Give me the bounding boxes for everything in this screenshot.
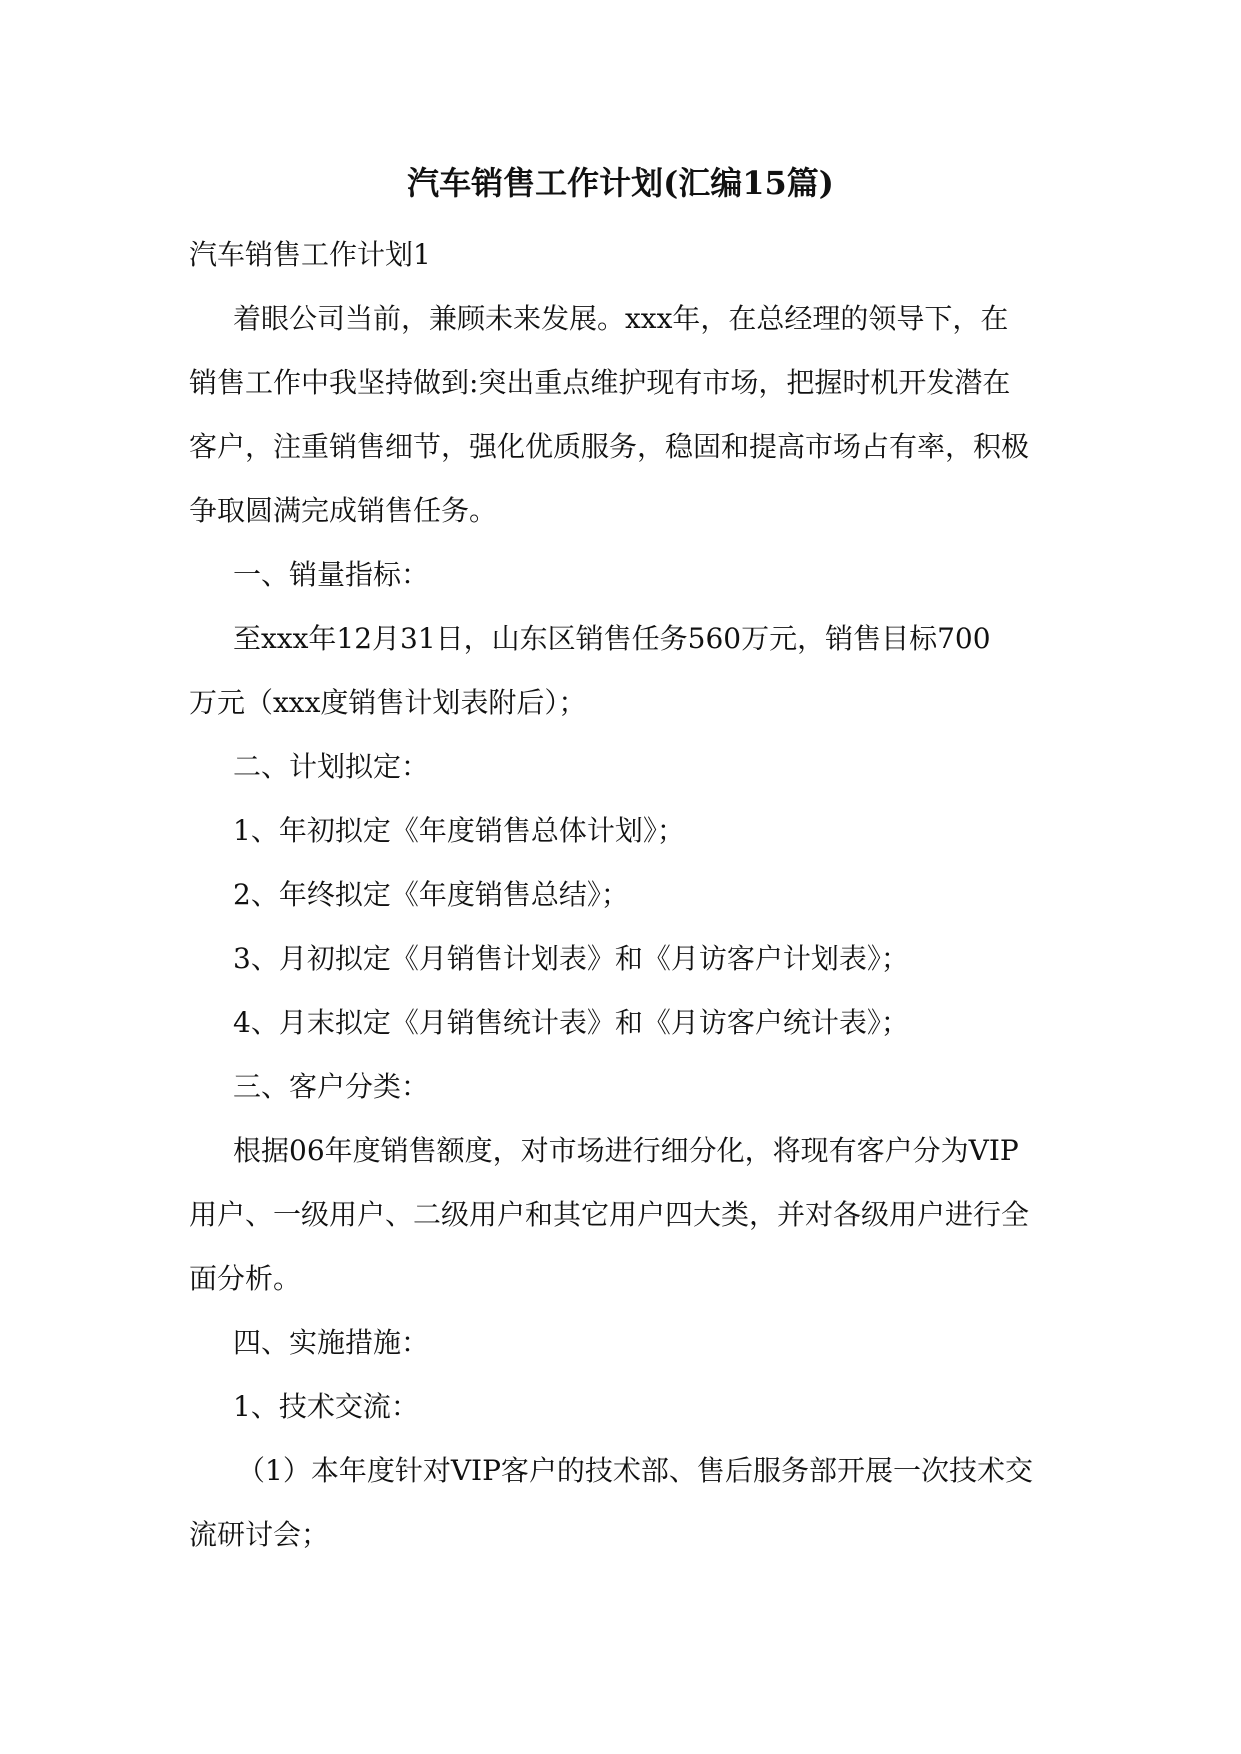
paragraph-line: 用户、一级用户、二级用户和其它用户四大类，并对各级用户进行全 (189, 1198, 1030, 1231)
list-item: 2、年终拟定《年度销售总结》； (233, 878, 629, 911)
paragraph-line: 万元（xxx度销售计划表附后）； (189, 686, 587, 719)
paragraph-line: 客户，注重销售细节，强化优质服务，稳固和提高市场占有率，积极 (189, 430, 1030, 463)
section-heading: 汽车销售工作计划1 (189, 238, 431, 271)
list-heading: 四、实施措施： (233, 1326, 430, 1359)
document-title: 汽车销售工作计划(汇编15篇) (407, 164, 834, 202)
list-heading: 三、客户分类： (233, 1070, 430, 1103)
list-item: 3、月初拟定《月销售计划表》和《月访客户计划表》； (233, 942, 909, 975)
list-item: （1）本年度针对VIP客户的技术部、售后服务部开展一次技术交 (237, 1454, 1033, 1487)
paragraph-line: 根据06年度销售额度，对市场进行细分化，将现有客户分为VIP (233, 1134, 1019, 1167)
document-body (189, 223, 1057, 1567)
paragraph-line: 至xxx年12月31日，山东区销售任务560万元，销售目标700 (233, 622, 991, 655)
list-heading: 一、销量指标： (233, 558, 430, 591)
paragraph-line: 面分析。 (189, 1262, 302, 1295)
list-item: 1、技术交流： (233, 1390, 419, 1423)
paragraph-line: 销售工作中我坚持做到:突出重点维护现有市场，把握时机开发潜在 (189, 366, 1011, 399)
list-item: 1、年初拟定《年度销售总体计划》； (233, 814, 685, 847)
paragraph-line: 流研讨会； (189, 1518, 330, 1551)
list-heading: 二、计划拟定： (233, 750, 430, 783)
paragraph-line: 着眼公司当前，兼顾未来发展。xxx年，在总经理的领导下，在 (233, 302, 1009, 335)
paragraph-line: 争取圆满完成销售任务。 (189, 494, 498, 527)
list-item: 4、月末拟定《月销售统计表》和《月访客户统计表》； (233, 1006, 909, 1039)
